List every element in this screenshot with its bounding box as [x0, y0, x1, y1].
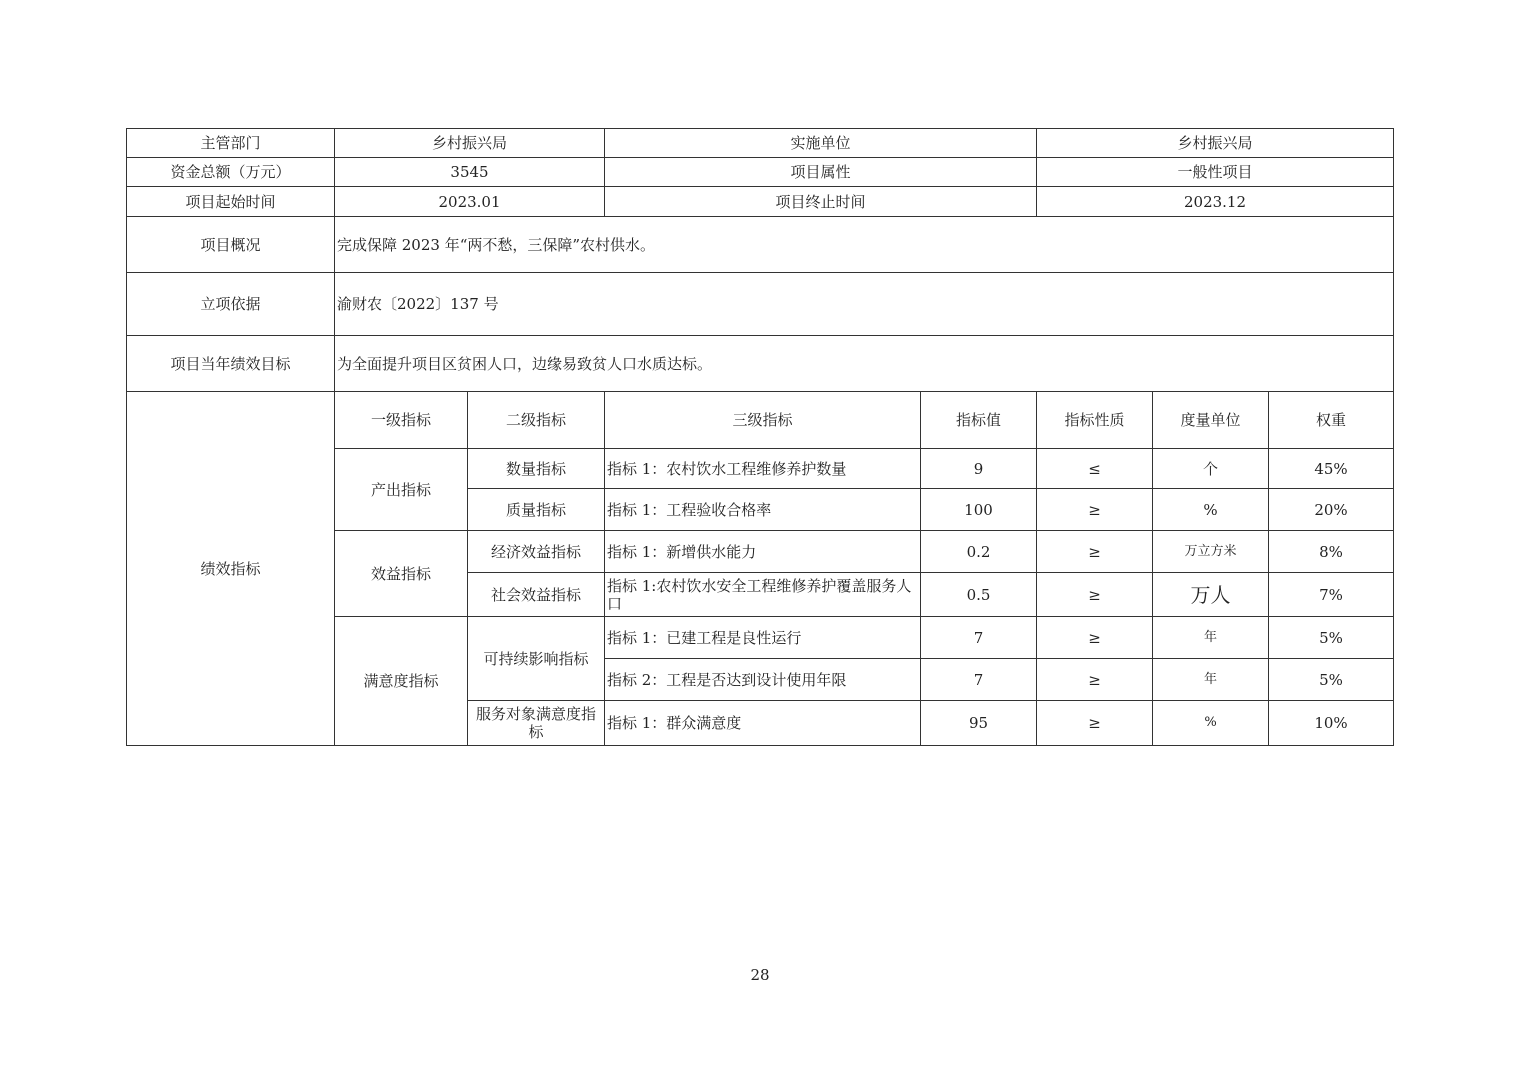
- impl-value: 乡村振兴局: [1037, 128, 1394, 158]
- fund-label: 资金总额（万元）: [126, 158, 335, 187]
- indicator-weight: 45%: [1269, 449, 1394, 489]
- indicator-name: 指标 1：工程验收合格率: [605, 489, 921, 531]
- indicators-section-label: 绩效指标: [126, 392, 335, 746]
- column-header: 二级指标: [468, 392, 605, 449]
- end-value: 2023.12: [1037, 187, 1394, 217]
- dept-label: 主管部门: [126, 128, 335, 158]
- impl-label: 实施单位: [605, 128, 1037, 158]
- level2-sustainable: 可持续影响指标: [468, 617, 605, 701]
- indicator-nature: ≥: [1037, 659, 1153, 701]
- overview-value: 完成保障 2023 年“两不愁，三保障”农村供水。: [335, 217, 1394, 273]
- level2-quality: 质量指标: [468, 489, 605, 531]
- level1-satisfaction: 满意度指标: [335, 617, 468, 746]
- indicator-value: 100: [921, 489, 1037, 531]
- indicator-unit: %: [1153, 701, 1269, 746]
- indicator-value: 9: [921, 449, 1037, 489]
- indicator-value: 0.5: [921, 573, 1037, 617]
- indicator-nature: ≥: [1037, 617, 1153, 659]
- indicator-nature: ≥: [1037, 701, 1153, 746]
- indicator-unit: 万立方米: [1153, 531, 1269, 573]
- column-header: 指标值: [921, 392, 1037, 449]
- indicator-name: 指标 1：群众满意度: [605, 701, 921, 746]
- level2-quantity: 数量指标: [468, 449, 605, 489]
- level2-economic: 经济效益指标: [468, 531, 605, 573]
- column-header: 三级指标: [605, 392, 921, 449]
- basis-label: 立项依据: [126, 273, 335, 336]
- column-header: 一级指标: [335, 392, 468, 449]
- indicator-nature: ≥: [1037, 489, 1153, 531]
- start-value: 2023.01: [335, 187, 605, 217]
- indicator-weight: 5%: [1269, 659, 1394, 701]
- column-header: 指标性质: [1037, 392, 1153, 449]
- indicator-unit: 年: [1153, 617, 1269, 659]
- level2-service-satisfaction: 服务对象满意度指标: [468, 701, 605, 746]
- indicator-name: 指标 1：新增供水能力: [605, 531, 921, 573]
- indicator-value: 7: [921, 617, 1037, 659]
- performance-table: [126, 128, 1394, 746]
- indicator-name: 指标 2：工程是否达到设计使用年限: [605, 659, 921, 701]
- indicator-name: 指标 1：已建工程是良性运行: [605, 617, 921, 659]
- indicator-name: 指标 1:农村饮水安全工程维修养护覆盖服务人口: [605, 573, 921, 617]
- indicator-value: 0.2: [921, 531, 1037, 573]
- column-header: 权重: [1269, 392, 1394, 449]
- indicator-weight: 7%: [1269, 573, 1394, 617]
- indicator-unit: 年: [1153, 659, 1269, 701]
- indicator-weight: 8%: [1269, 531, 1394, 573]
- level2-social: 社会效益指标: [468, 573, 605, 617]
- attr-label: 项目属性: [605, 158, 1037, 187]
- indicator-name: 指标 1：农村饮水工程维修养护数量: [605, 449, 921, 489]
- start-label: 项目起始时间: [126, 187, 335, 217]
- attr-value: 一般性项目: [1037, 158, 1394, 187]
- overview-label: 项目概况: [126, 217, 335, 273]
- indicator-value: 95: [921, 701, 1037, 746]
- level1-benefit: 效益指标: [335, 531, 468, 617]
- indicator-unit: 个: [1153, 449, 1269, 489]
- goal-value: 为全面提升项目区贫困人口，边缘易致贫人口水质达标。: [335, 336, 1394, 392]
- indicator-unit: %: [1153, 489, 1269, 531]
- indicator-nature: ≥: [1037, 573, 1153, 617]
- fund-value: 3545: [335, 158, 605, 187]
- goal-label: 项目当年绩效目标: [126, 336, 335, 392]
- end-label: 项目终止时间: [605, 187, 1037, 217]
- dept-value: 乡村振兴局: [335, 128, 605, 158]
- indicator-nature: ≤: [1037, 449, 1153, 489]
- indicator-weight: 5%: [1269, 617, 1394, 659]
- page-number: 28: [750, 966, 770, 984]
- indicator-weight: 10%: [1269, 701, 1394, 746]
- indicator-unit: 万人: [1153, 573, 1269, 617]
- level1-output: 产出指标: [335, 449, 468, 531]
- indicator-value: 7: [921, 659, 1037, 701]
- indicator-weight: 20%: [1269, 489, 1394, 531]
- column-header: 度量单位: [1153, 392, 1269, 449]
- indicator-nature: ≥: [1037, 531, 1153, 573]
- basis-value: 渝财农〔2022〕137 号: [335, 273, 1394, 336]
